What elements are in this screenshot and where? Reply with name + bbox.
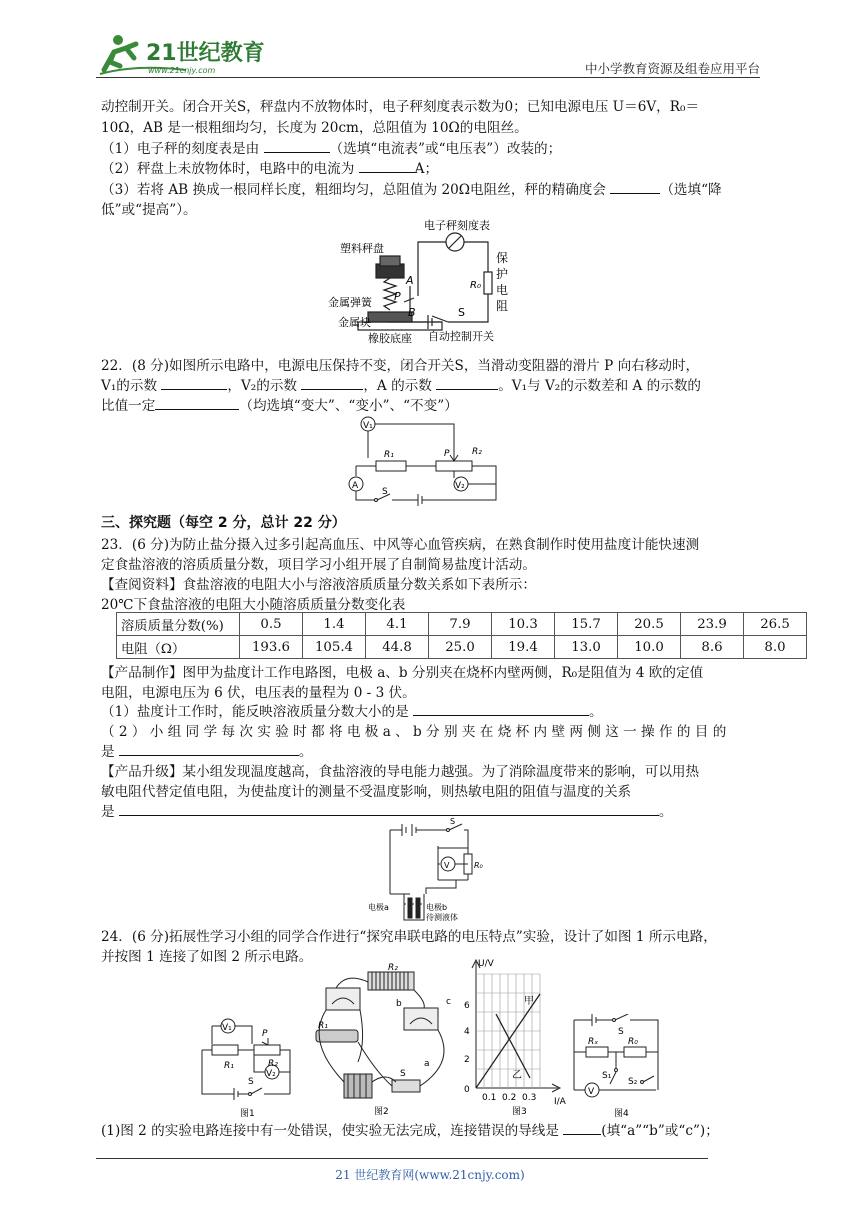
q22-a-text: ，A 的示数 <box>363 378 437 394</box>
graph-x-axis-label: I/A <box>554 1097 566 1107</box>
q21-part1 <box>101 140 561 158</box>
scale-meter-label: 电子秤刻度表 <box>424 219 490 232</box>
r1-label: R₁ <box>384 450 394 460</box>
slider-p-label: P <box>444 449 450 459</box>
answer-blank[interactable] <box>436 377 498 390</box>
switch-s-label: S <box>458 306 465 319</box>
q22-v1-text: V₁的示数 <box>101 378 162 394</box>
q21-line1: 动控制开关。闭合开关S，秤盘内不放物体时，电子秤刻度表示数为0；已知电源电压 U＝6V，R₀＝ <box>101 99 700 115</box>
q23-line4: 【产品制作】图甲为盐度计工作电路图，电极 a、b 分别夹在烧杯内壁两侧，R₀是阻值为 4 欧的定值 <box>101 665 704 681</box>
q23-part1 <box>101 703 603 721</box>
table-cell: 26.5 <box>744 613 807 636</box>
graph-x-tick: 0.3 <box>522 1093 537 1103</box>
q23-part1-text: （1）盐度计工作时，能反映溶液质量分数大小的是 <box>101 704 414 720</box>
table-cell: 23.9 <box>681 613 744 636</box>
voltmeter-label: V <box>444 861 450 870</box>
table-cell: 44.8 <box>366 636 429 659</box>
salt-resistance-table <box>116 612 807 659</box>
protect-char-2: 护 <box>496 267 509 281</box>
fig2-caption: 图2 <box>374 1107 389 1117</box>
test-liquid-label: 待测液体 <box>426 913 458 922</box>
footer-text: 21 世纪教育网(www.21cnjy.com) <box>335 1168 525 1182</box>
fig1-v2-label: V₂ <box>266 1069 276 1079</box>
fig4-rx-label: Rₓ <box>588 1037 599 1047</box>
q23-salinity-circuit-figure <box>368 818 498 928</box>
table-cell: 4.1 <box>366 613 429 636</box>
graph-x-tick: 0.2 <box>502 1093 517 1103</box>
graph-y-axis-label: U/V <box>478 959 494 969</box>
q22-circuit-figure <box>346 414 506 510</box>
q23-line5: 电阻，电源电压为 6 伏，电压表的量程为 0 - 3 伏。 <box>101 685 416 701</box>
fig2-s-label: S <box>400 1069 406 1079</box>
q24-line2: 并按图 1 连接了如图 2 所示电路。 <box>101 949 313 965</box>
line-yi-label: 乙 <box>512 1070 522 1081</box>
q24-fig2-apparatus <box>296 962 462 1118</box>
graph-y-tick: 6 <box>464 1001 470 1011</box>
q24-fig1-circuit <box>196 1014 296 1118</box>
q21-scale-circuit-figure <box>328 216 538 346</box>
q22-options-text: （均选填“变大”、“变小”、“不变”） <box>239 398 458 414</box>
fig1-caption: 图1 <box>240 1109 255 1118</box>
q22-tail-text: 。V₁与 V₂的示数差和 A 的示数的 <box>498 378 702 394</box>
plastic-pan-label: 塑料秤盘 <box>340 242 384 255</box>
page-header <box>96 30 760 78</box>
answer-blank[interactable] <box>301 377 363 390</box>
q21-part3-text: （3）若将 AB 换成一根同样长度，粗细均匀，总阻值为 20Ω电阻丝，秤的精确度会 <box>101 182 611 198</box>
rubber-base-label: 橡胶底座 <box>368 332 412 345</box>
table-cell: 105.4 <box>303 636 366 659</box>
fig4-caption: 图4 <box>614 1109 629 1118</box>
q23-part2-end: 。 <box>298 744 313 760</box>
q23-line8-end: 。 <box>658 804 673 820</box>
r0-label: R₀ <box>470 280 481 291</box>
auto-switch-label: 自动控制开关 <box>428 330 494 343</box>
footer-divider <box>96 1158 708 1159</box>
answer-blank[interactable] <box>413 703 589 716</box>
fig2-r2-label: R₂ <box>388 963 398 973</box>
table-header-cell: 电阻（Ω） <box>117 636 240 659</box>
q23-line3: 【查阅资料】食盐溶液的电阻大小与溶液溶质质量分数关系如下表所示： <box>101 577 536 593</box>
switch-s-label: S <box>382 487 388 497</box>
q23-line1: 23．(6 分)为防止盐分摄入过多引起高血压、中风等心血管疾病，在熟食制作时使用盐度计能快速测 <box>101 537 700 553</box>
point-b-label: B <box>408 306 416 319</box>
protect-char-4: 阻 <box>496 299 509 313</box>
fig1-r1-label: R₁ <box>224 1061 234 1071</box>
q23-line8-lead: 是 <box>101 804 119 820</box>
table-cell: 8.6 <box>681 636 744 659</box>
slider-p-label: P <box>394 290 401 303</box>
q23-part2: （ 2 ） 小 组 同 学 每 次 实 验 时 都 将 电 极 a 、 b 分 别 夹 在 烧 杯 内 壁 两 侧 这 一 操 作 的 目 的 <box>101 724 727 740</box>
fig4-v-label: V <box>588 1087 595 1097</box>
q23-line2: 定食盐溶液的溶质质量分数，项目学习小组开展了自制简易盐度计活动。 <box>101 557 536 573</box>
q24-line1: 24．(6 分)拓展性学习小组的同学合作进行“探究串联电路的电压特点”实验，设计了如图 1 所示电路， <box>101 929 717 945</box>
q21-part1-text: （1）电子秤的刻度表是由 <box>101 141 264 157</box>
r2-label: R₂ <box>472 447 482 457</box>
fig2-a-label: a <box>424 1059 430 1069</box>
ammeter-label: A <box>352 481 359 491</box>
q23-line7: 敏电阻代替定值电阻，为使盐度计的测量不受温度影响，则热敏电阻的阻值与温度的关系 <box>101 784 632 800</box>
table-row <box>117 636 807 659</box>
table-cell: 10.3 <box>492 613 555 636</box>
fig2-c-label: c <box>446 997 451 1007</box>
graph-y-tick: 4 <box>464 1027 470 1037</box>
q22-line1: 22．(8 分)如图所示电路中，电源电压保持不变，闭合开关S，当滑动变阻器的滑片 P 向右移动时， <box>101 358 700 374</box>
answer-blank[interactable] <box>610 181 660 194</box>
answer-blank[interactable] <box>119 743 299 756</box>
q21-part1-tail: （选填“电流表”或“电压表”）改装的； <box>329 141 562 157</box>
point-a-label: A <box>406 274 414 287</box>
metal-block-label: 金属块 <box>338 316 371 329</box>
table-cell: 0.5 <box>240 613 303 636</box>
header-platform-text: 中小学教育资源及组卷应用平台 <box>584 61 760 76</box>
table-cell: 7.9 <box>429 613 492 636</box>
answer-blank[interactable] <box>119 803 659 816</box>
fig2-r1-label: R₁ <box>318 1021 328 1031</box>
q24-part1-text: (1)图 2 的实验电路连接中有一处错误，使实验无法完成，连接错误的导线是 <box>101 1123 564 1139</box>
switch-s-label: S <box>450 818 456 826</box>
fig1-p-label: P <box>262 1029 268 1039</box>
q21-part3 <box>101 181 722 199</box>
fig4-s1-label: S₁ <box>602 1071 612 1081</box>
graph-origin-label: 0 <box>464 1085 470 1095</box>
q22-ratio-text: 比值一定 <box>101 398 156 414</box>
q24-part1 <box>101 1122 719 1140</box>
protect-char-3: 电 <box>496 283 509 297</box>
q24-part1-tail: (填“a”“b”或“c”)； <box>601 1123 719 1139</box>
answer-blank[interactable] <box>359 160 415 173</box>
q24-fig3-ui-graph <box>458 954 574 1118</box>
line-jia-label: 甲 <box>524 996 534 1007</box>
q21-line2: 10Ω，AB 是一根粗细均匀，长度为 20cm，总阻值为 10Ω的电阻丝。 <box>101 120 528 136</box>
table-header-cell: 溶质质量分数(%) <box>117 613 240 636</box>
v2-label: V₂ <box>455 481 465 491</box>
q22-line2 <box>101 377 701 395</box>
answer-blank[interactable] <box>563 1122 601 1135</box>
answer-blank[interactable] <box>155 397 239 410</box>
logo-url: www.21cnjy.com <box>148 66 216 75</box>
graph-y-tick: 2 <box>464 1055 470 1065</box>
graph-x-tick: 0.1 <box>482 1093 497 1103</box>
q23-table-title: 20℃下食盐溶液的电阻大小随溶质质量分数变化表 <box>101 597 406 613</box>
electrode-b-label: 电极b <box>426 903 448 912</box>
q21-part2-tail: A； <box>414 161 439 177</box>
fig2-b-label: b <box>396 999 402 1009</box>
logo-text: 21世纪教育 <box>146 41 265 66</box>
q21-part2 <box>101 160 438 178</box>
header-divider <box>96 77 760 78</box>
v1-label: V₁ <box>363 421 373 431</box>
table-cell: 13.0 <box>555 636 618 659</box>
table-cell: 193.6 <box>240 636 303 659</box>
answer-blank[interactable] <box>161 377 227 390</box>
table-cell: 19.4 <box>492 636 555 659</box>
r0-label: R₀ <box>474 861 483 870</box>
metal-spring-label: 金属弹簧 <box>328 296 372 309</box>
q23-part2-cont <box>101 743 313 761</box>
site-logo <box>96 30 266 76</box>
table-cell: 10.0 <box>618 636 681 659</box>
table-row <box>117 613 807 636</box>
table-cell: 25.0 <box>429 636 492 659</box>
answer-blank[interactable] <box>264 140 330 153</box>
fig4-s2-label: S₂ <box>628 1077 638 1087</box>
q24-fig4-circuit <box>566 1014 666 1118</box>
fig4-s-label: S <box>618 1027 624 1037</box>
protect-char-1: 保 <box>496 251 509 265</box>
section-title: 三、探究题（每空 2 分，总计 22 分） <box>101 515 346 531</box>
q23-part1-end: 。 <box>589 704 603 720</box>
q21-part3-tail: （选填“降 <box>660 182 722 198</box>
q21-part3-cont: 低”或“提高”）。 <box>101 202 197 218</box>
q22-line3 <box>101 397 458 415</box>
fig3-caption: 图3 <box>512 1107 527 1117</box>
fig1-v1-label: V₁ <box>222 1023 232 1033</box>
table-cell: 20.5 <box>618 613 681 636</box>
fig1-r2-label: R₂ <box>268 1059 278 1069</box>
q21-part2-text: （2）秤盘上未放物体时，电路中的电流为 <box>101 161 359 177</box>
q22-v2-text: ，V₂的示数 <box>227 378 302 394</box>
table-cell: 15.7 <box>555 613 618 636</box>
fig1-s-label: S <box>248 1077 254 1087</box>
electrode-a-label: 电极a <box>368 903 389 912</box>
q23-part2-lead: 是 <box>101 744 119 760</box>
q23-line6: 【产品升级】某小组发现温度越高，食盐溶液的导电能力越强。为了消除温度带来的影响，可以用热 <box>101 764 700 780</box>
table-cell: 1.4 <box>303 613 366 636</box>
fig4-r0-label: R₀ <box>628 1037 638 1047</box>
table-cell: 8.0 <box>744 636 807 659</box>
